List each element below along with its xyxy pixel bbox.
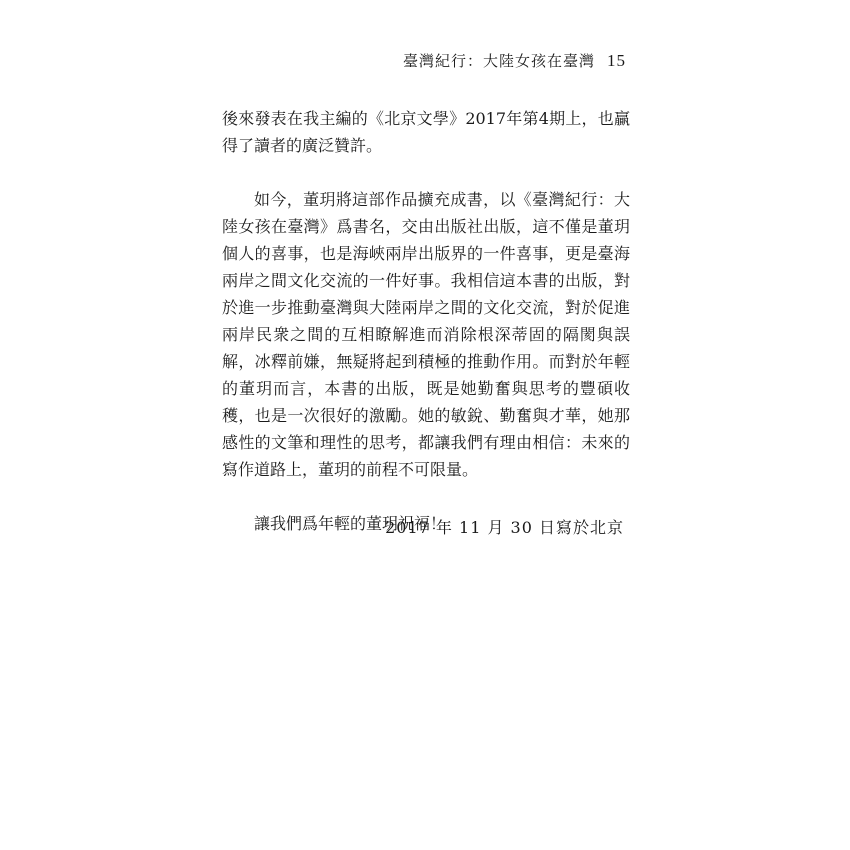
paragraph-continued: 後來發表在我主編的《北京文學》2017年第4期上，也贏得了讀者的廣泛贊許。	[222, 109, 630, 155]
body-text	[222, 105, 630, 537]
paragraph-gap	[222, 159, 630, 186]
page-number: 15	[607, 51, 626, 70]
running-header-title: 臺灣紀行：大陸女孩在臺灣	[402, 52, 595, 70]
paragraph-main: 如今，董玥將這部作品擴充成書，以《臺灣紀行：大陸女孩在臺灣》爲書名，交由出版社出版，這不僅是董玥個人的喜事，也是海峽兩岸出版界的一件喜事，更是臺海兩岸之間文化交流的一件好事。我相信這本書的出版，對於進一步推動臺灣與大陸兩岸之間的文化交流，對於促進兩岸民衆之間的互相瞭解進而消除根深蒂固的隔閡與誤解，冰釋前嫌，無疑將起到積極的推動作用。而對於年輕的董玥而言，本書的出版，既是她勤奮與思考的豐碩收穫，也是一次很好的激勵。她的敏銳、勤奮與才華，她那感性的文筆和理性的思考，都讓我們有理由相信：未來的寫作道路上，董玥的前程不可限量。	[222, 190, 630, 479]
paragraph-blessing: 讓我們爲年輕的董玥祝福！	[254, 514, 447, 533]
running-header	[403, 50, 626, 71]
paragraph-gap	[222, 483, 630, 510]
signoff-date-place: 2017 年 11 月 30 日寫於北京	[385, 518, 624, 537]
